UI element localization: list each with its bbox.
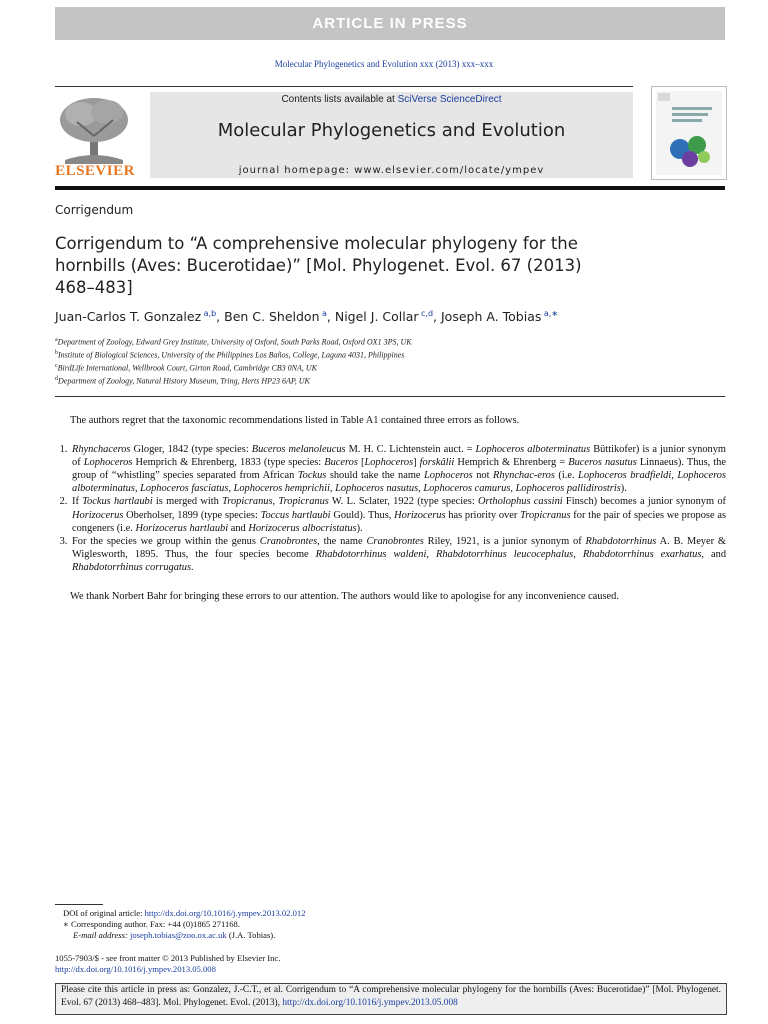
taxon-name: Lophoceros camurus — [423, 483, 511, 495]
author-name: Joseph A. Tobias — [441, 309, 542, 325]
intro-paragraph: The authors regret that the taxonomic recommendations listed in Table A1 contained three errors as follows. — [70, 415, 520, 426]
taxon-name: Rhabdotorrhinus leucocephalus — [435, 548, 574, 560]
taxon-name: Lophoceros nasutus — [335, 483, 419, 495]
erratum-text: . — [191, 561, 194, 573]
erratum-text: is merged with — [152, 496, 223, 508]
erratum-text: , — [134, 483, 141, 495]
affiliation-marker: b — [55, 350, 58, 357]
taxon-name: Rhabdotorrhinus — [585, 535, 657, 547]
affiliation-item — [55, 335, 735, 348]
citation-text: Please cite this article in press as: Gonzalez, J.-C.T., et al. Corrigendum to “A comprehensive molecular phylogeny for the hornbills (Aves: Bucerotidae)” [Mol. Phylogenet. Evol. 67 (2013) 468–483]. Mol. Phylogenet. Evol. (2013), — [61, 985, 721, 1008]
taxon-name: Tockus hartlaubi — [82, 496, 153, 508]
article-in-press-banner: ARTICLE IN PRESS — [55, 7, 725, 40]
taxon-name: Horizocerus albocristatus — [248, 522, 357, 534]
erratum-text: , — [510, 483, 516, 495]
taxon-name: Lophoceros bradfieldi — [578, 470, 672, 482]
taxon-name: Lophoceros alboterminatus — [72, 470, 726, 495]
citation-doi-link[interactable]: http://dx.doi.org/10.1016/j.ympev.2013.05.008 — [282, 998, 458, 1008]
copyright-block — [55, 953, 725, 975]
erratum-text: not — [472, 470, 493, 482]
author-affiliation-marker[interactable]: a — [322, 309, 327, 318]
header-divider — [55, 86, 633, 87]
affiliation-marker: c — [55, 363, 58, 370]
taxon-name: Lophoceros alboterminatus — [475, 444, 591, 456]
erratum-text: , the name — [317, 535, 367, 547]
sciencedirect-link[interactable]: SciVerse ScienceDirect — [397, 94, 502, 105]
author-separator: , — [216, 309, 225, 325]
affiliation-item — [55, 361, 735, 374]
copyright-line: 1055-7903/$ - see front matter © 2013 Published by Elsevier Inc. — [55, 953, 281, 963]
author-name: Juan-Carlos T. Gonzalez — [55, 309, 202, 325]
erratum-text: Hemprich & Ehrenberg = — [454, 457, 569, 469]
elsevier-logo-text: ELSEVIER — [55, 163, 135, 179]
abstract-divider — [55, 396, 725, 397]
affiliation-marker: d — [55, 376, 58, 383]
errata-list — [55, 443, 726, 574]
taxon-name: Ortholophus cassini — [477, 496, 563, 508]
journal-homepage[interactable]: journal homepage: www.elsevier.com/locate/ympev — [238, 165, 545, 176]
article-title: Corrigendum to “A comprehensive molecular phylogeny for the hornbills (Aves: Bucerotidae)” [Mol. Phylogenet. Evol. 67 (2013) 468–483] — [55, 234, 582, 297]
erratum-text: ). — [620, 483, 627, 495]
erratum-text: for the pair of species we propose as congeners (i.e. — [72, 509, 727, 534]
erratum-text: [ — [357, 457, 365, 469]
taxon-name: Buceros melanoleucus — [251, 444, 346, 456]
doi-prefix: DOI of original article: — [63, 908, 145, 918]
header-thick-rule — [55, 186, 725, 190]
taxon-name: Tropicranus — [520, 509, 571, 521]
affiliation-text: Department of Zoology, Natural History Museum, Tring, Herts HP23 6AP, UK — [58, 377, 310, 387]
taxon-name: Horizocerus hartlaubi — [135, 522, 229, 534]
author-name: Nigel J. Collar — [334, 309, 419, 325]
erratum-text: , — [671, 470, 678, 482]
erratum-text: Hemprich & Ehrenberg, 1833 (type species: — [132, 457, 325, 469]
erratum-text: Riley, 1921, is a junior synonym of — [423, 535, 586, 547]
contents-available-line — [150, 94, 633, 105]
taxon-name: Buceros — [324, 457, 358, 469]
article-type-label: Corrigendum — [55, 203, 134, 217]
taxon-name: Rhynchac-eros — [492, 470, 555, 482]
erratum-text: A. B. Meyer & Wiglesworth, 1895. Thus, the four species become — [72, 535, 727, 560]
taxon-name: Tropicranus — [278, 496, 329, 508]
erratum-text: Oberholser, 1899 (type species: — [123, 509, 261, 521]
footnotes — [55, 908, 725, 941]
affiliation-list — [55, 335, 735, 388]
erratum-text: W. L. Sclater, 1922 (type species: — [328, 496, 478, 508]
taxon-name: Horizocerus — [72, 509, 124, 521]
taxon-name: Buceros nasutus — [568, 457, 637, 469]
author-name: Ben C. Sheldon — [224, 309, 320, 325]
erratum-text: Linnaeus). Thus, the group of “whistling” species separated from African — [72, 457, 726, 482]
doi-original-footnote — [55, 908, 725, 919]
taxon-name: Lophoceros — [364, 457, 414, 469]
affiliation-item — [55, 374, 735, 387]
taxon-name: Tropicranus — [222, 496, 273, 508]
affiliation-item — [55, 348, 735, 361]
contents-prefix: Contents lists available at — [281, 94, 398, 105]
taxon-name: Rhabdotorrhinus exarhatus — [582, 548, 702, 560]
erratum-text: , — [228, 483, 234, 495]
journal-title: Molecular Phylogenetics and Evolution — [217, 120, 566, 141]
article-body — [55, 414, 726, 603]
erratum-text: has priority over — [445, 509, 521, 521]
erratum-text: M. H. C. Lichtenstein auct. = — [345, 444, 476, 456]
citation-box — [55, 983, 727, 1015]
taxon-name: Tockus — [297, 470, 327, 482]
erratum-text: , and — [701, 548, 727, 560]
email-suffix: (J.A. Tobias). — [226, 930, 276, 940]
affiliation-text: BirdLife International, Wellbrook Court, Girton Road, Cambridge CB3 0NA, UK — [57, 363, 318, 373]
taxon-name: Lophoceros — [83, 457, 133, 469]
erratum-text: Büttikofer) is a junior synonym of — [72, 444, 727, 469]
erratum-item — [70, 443, 726, 495]
corresponding-author-footnote: ∗ Corresponding author. Fax: +44 (0)1865 271168. — [63, 919, 240, 929]
taxon-name: Lophoceros hemprichii — [233, 483, 330, 495]
taxon-name: Rhabdotorrhinus corrugatus — [72, 561, 192, 573]
erratum-text: , — [426, 548, 436, 560]
erratum-text: , — [272, 496, 279, 508]
journal-reference-link[interactable]: Molecular Phylogenetics and Evolution xxx (2013) xxx–xxx — [274, 59, 494, 69]
author-affiliation-marker[interactable]: a,b — [203, 309, 217, 318]
journal-cover-thumbnail-icon — [651, 86, 727, 180]
erratum-text: , — [329, 483, 336, 495]
erratum-text: and — [228, 522, 249, 534]
author-separator: , — [433, 309, 441, 325]
article-doi-link[interactable]: http://dx.doi.org/10.1016/j.ympev.2013.05.008 — [55, 964, 216, 974]
author-list — [55, 309, 735, 324]
affiliation-text: Department of Zoology, Edward Grey Institute, University of Oxford, South Parks Road, Oxford OX1 3PS, UK — [57, 337, 412, 347]
author-affiliation-marker[interactable]: c,d — [421, 309, 434, 318]
erratum-text: (i.e. — [554, 470, 579, 482]
author-separator: , — [326, 309, 335, 325]
closing-paragraph: We thank Norbert Bahr for bringing these errors to our attention. The authors would like to apologise for any inconvenience caused. — [70, 591, 619, 603]
erratum-text: ] — [413, 457, 420, 469]
erratum-item — [70, 495, 726, 534]
taxon-name: Lophoceros fasciatus — [140, 483, 229, 495]
email-link[interactable]: joseph.tobias@zoo.ox.ac.uk — [129, 930, 227, 940]
taxon-name: Cranobrontes — [366, 535, 424, 547]
erratum-text: Finsch) becomes a junior synonym of — [562, 496, 726, 508]
taxon-name: Lophoceros pallidirostris — [515, 483, 621, 495]
erratum-text: , — [418, 483, 424, 495]
taxon-name: Rhynchaceros — [72, 444, 131, 456]
footnote-divider — [55, 904, 103, 905]
taxon-name: Rhabdotorrhinus waldeni — [315, 548, 427, 560]
erratum-text: Gloger, 1842 (type species: — [130, 444, 252, 456]
taxon-name: forskâlii — [419, 457, 455, 469]
author-affiliation-marker[interactable]: a,∗ — [543, 309, 559, 318]
erratum-item — [70, 535, 726, 574]
affiliation-marker: a — [55, 337, 58, 343]
erratum-text: ). — [356, 522, 363, 534]
taxon-name: Toccus hartlaubi — [260, 509, 331, 521]
original-doi-link[interactable]: http://dx.doi.org/10.1016/j.ympev.2013.02.012 — [144, 908, 306, 918]
taxon-name: Lophoceros — [424, 470, 473, 482]
email-label: E-mail address: — [73, 930, 130, 940]
affiliation-text: Institute of Biological Sciences, University of the Philippines Los Baños, College, Laguna 4031, Philippines — [58, 350, 405, 360]
email-footnote — [55, 930, 725, 941]
taxon-name: Horizocerus — [394, 509, 446, 521]
erratum-text: For the species we group within the genus — [72, 535, 260, 547]
erratum-text: , — [573, 548, 583, 560]
erratum-text: If — [72, 496, 83, 508]
taxon-name: Cranobrontes — [259, 535, 318, 547]
erratum-text: should take the name — [326, 470, 425, 482]
erratum-text: Gould). Thus, — [330, 509, 395, 521]
